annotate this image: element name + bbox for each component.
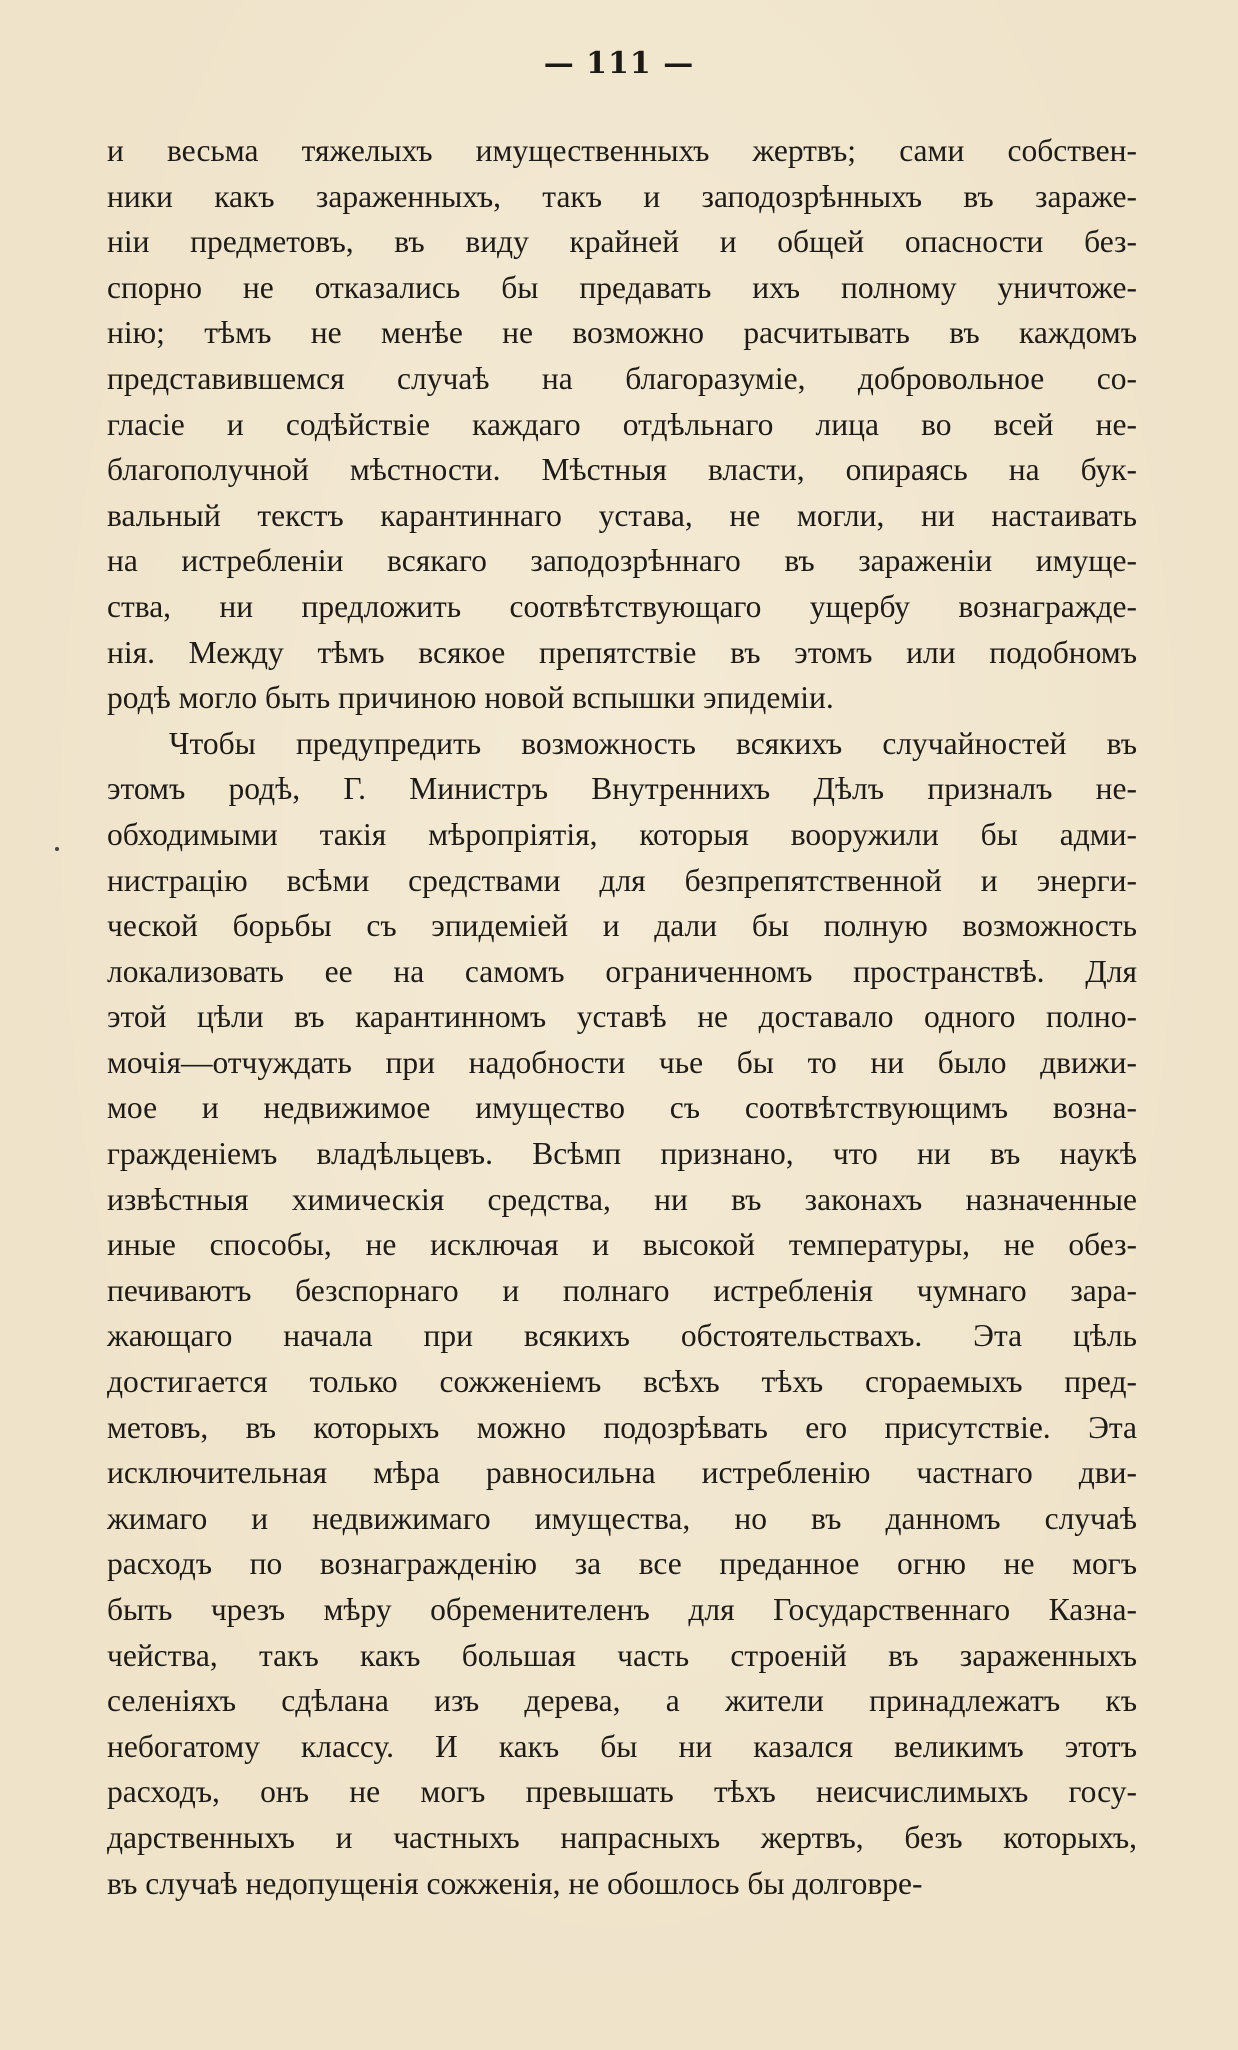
text-line: нiю; тѣмъ не менѣе не возможно расчитывать въ каждомъ [107, 315, 1137, 351]
text-line: ческой борьбы съ эпидемiей и дали бы полную возможность [107, 908, 1137, 944]
text-line: печиваютъ безспорнаго и полнаго истребленiя чумнаго зара- [107, 1272, 1137, 1308]
text-line: этой цѣли въ карантинномъ уставѣ не доставало одного полно- [107, 999, 1137, 1035]
text-line: жимаго и недвижимаго имущества, но въ данномъ случаѣ [107, 1500, 1137, 1536]
text-line: нiя. Между тѣмъ всякое препятствie въ этомъ или подобномъ [107, 634, 1137, 670]
text-line: расходъ, онъ не могъ превышать тѣхъ неисчислимыхъ госу- [107, 1774, 1137, 1810]
text-line: въ случаѣ недопущенiя сожженiя, не обошлось бы долговре- [107, 1865, 923, 1901]
text-line: ники какъ зараженныхъ, такъ и заподозрѣнныхъ въ зараже- [107, 178, 1137, 214]
text-line: благополучной мѣстности. Мѣстныя власти, опираясь на бук- [107, 452, 1137, 488]
text-line: локализовать ее на самомъ ограниченномъ пространствѣ. Для [107, 953, 1137, 989]
text-line: мочiя—отчуждать при надобности чье бы то ни было движи- [107, 1044, 1137, 1080]
text-line: дарственныхъ и частныхъ напрасныхъ жертвъ, безъ которыхъ, [107, 1819, 1137, 1855]
text-line: исключительная мѣра равносильна истребленiю частнаго дви- [107, 1455, 1137, 1491]
text-line: селенiяхъ сдѣлана изъ дерева, а жители принадлежатъ къ [107, 1683, 1137, 1719]
ink-speck [55, 847, 59, 851]
text-line: чейства, такъ какъ большая часть строенiй въ зараженныхъ [107, 1637, 1137, 1673]
text-line: ства, ни предложить соотвѣтствующаго ущербу вознагражде- [107, 588, 1137, 624]
text-line: обходимыми такiя мѣропрiятiя, которыя вооружили бы адми- [107, 816, 1137, 852]
text-line: Чтобы предупредить возможность всякихъ случайностей въ [169, 725, 1137, 761]
text-line: вальный текстъ карантиннаго устава, не могли, ни настаивать [107, 497, 1137, 533]
text-line: небогатому классу. И какъ бы ни казался великимъ этотъ [107, 1728, 1137, 1764]
text-line: на истребленiи всякаго заподозрѣннаго въ зараженiи имуще- [107, 543, 1137, 579]
text-line: нiи предметовъ, въ виду крайней и общей опасности без- [107, 224, 1137, 260]
text-line: гражденiемъ владѣльцевъ. Всѣмп признано, что ни въ наукѣ [107, 1136, 1137, 1172]
text-line: этомъ родѣ, Г. Министръ Внутреннихъ Дѣлъ призналъ не- [107, 771, 1137, 807]
body-text [107, 128, 1137, 1906]
text-line: достигается только сожженiемъ всѣхъ тѣхъ сгораемыхъ пред- [107, 1364, 1137, 1400]
text-line: нистрацiю всѣми средствами для безпрепятственной и энерги- [107, 862, 1137, 898]
text-line: представившемся случаѣ на благоразумiе, добровольное со- [107, 360, 1137, 396]
text-line: метовъ, въ которыхъ можно подозрѣвать его присутствie. Эта [107, 1409, 1137, 1445]
text-line: мое и недвижимое имущество съ соотвѣтствующимъ возна- [107, 1090, 1137, 1126]
text-line: жающаго начала при всякихъ обстоятельствахъ. Эта цѣль [107, 1318, 1137, 1354]
text-line: и весьма тяжелыхъ имущественныхъ жертвъ; сами собствен- [107, 133, 1137, 168]
paragraph [107, 721, 1137, 1906]
page-number: — 111 — [543, 46, 695, 81]
text-line: иные способы, не исключая и высокой температуры, не обез- [107, 1227, 1137, 1263]
text-line: родѣ могло быть причиною новой вспышки эпидемiи. [107, 680, 834, 716]
text-line: быть чрезъ мѣру обременителенъ для Государственнаго Казна- [107, 1592, 1137, 1627]
text-line: расходъ по вознагражденiю за все преданное огню не могъ [107, 1546, 1137, 1582]
text-line: спорно не отказались бы предавать ихъ полному уничтоже- [107, 269, 1137, 305]
text-line: извѣстныя химическiя средства, ни въ законахъ назначенные [107, 1181, 1137, 1217]
text-line: гласie и содѣйствie каждаго отдѣльнаго лица во всей не- [107, 406, 1137, 442]
paragraph [107, 128, 1137, 721]
